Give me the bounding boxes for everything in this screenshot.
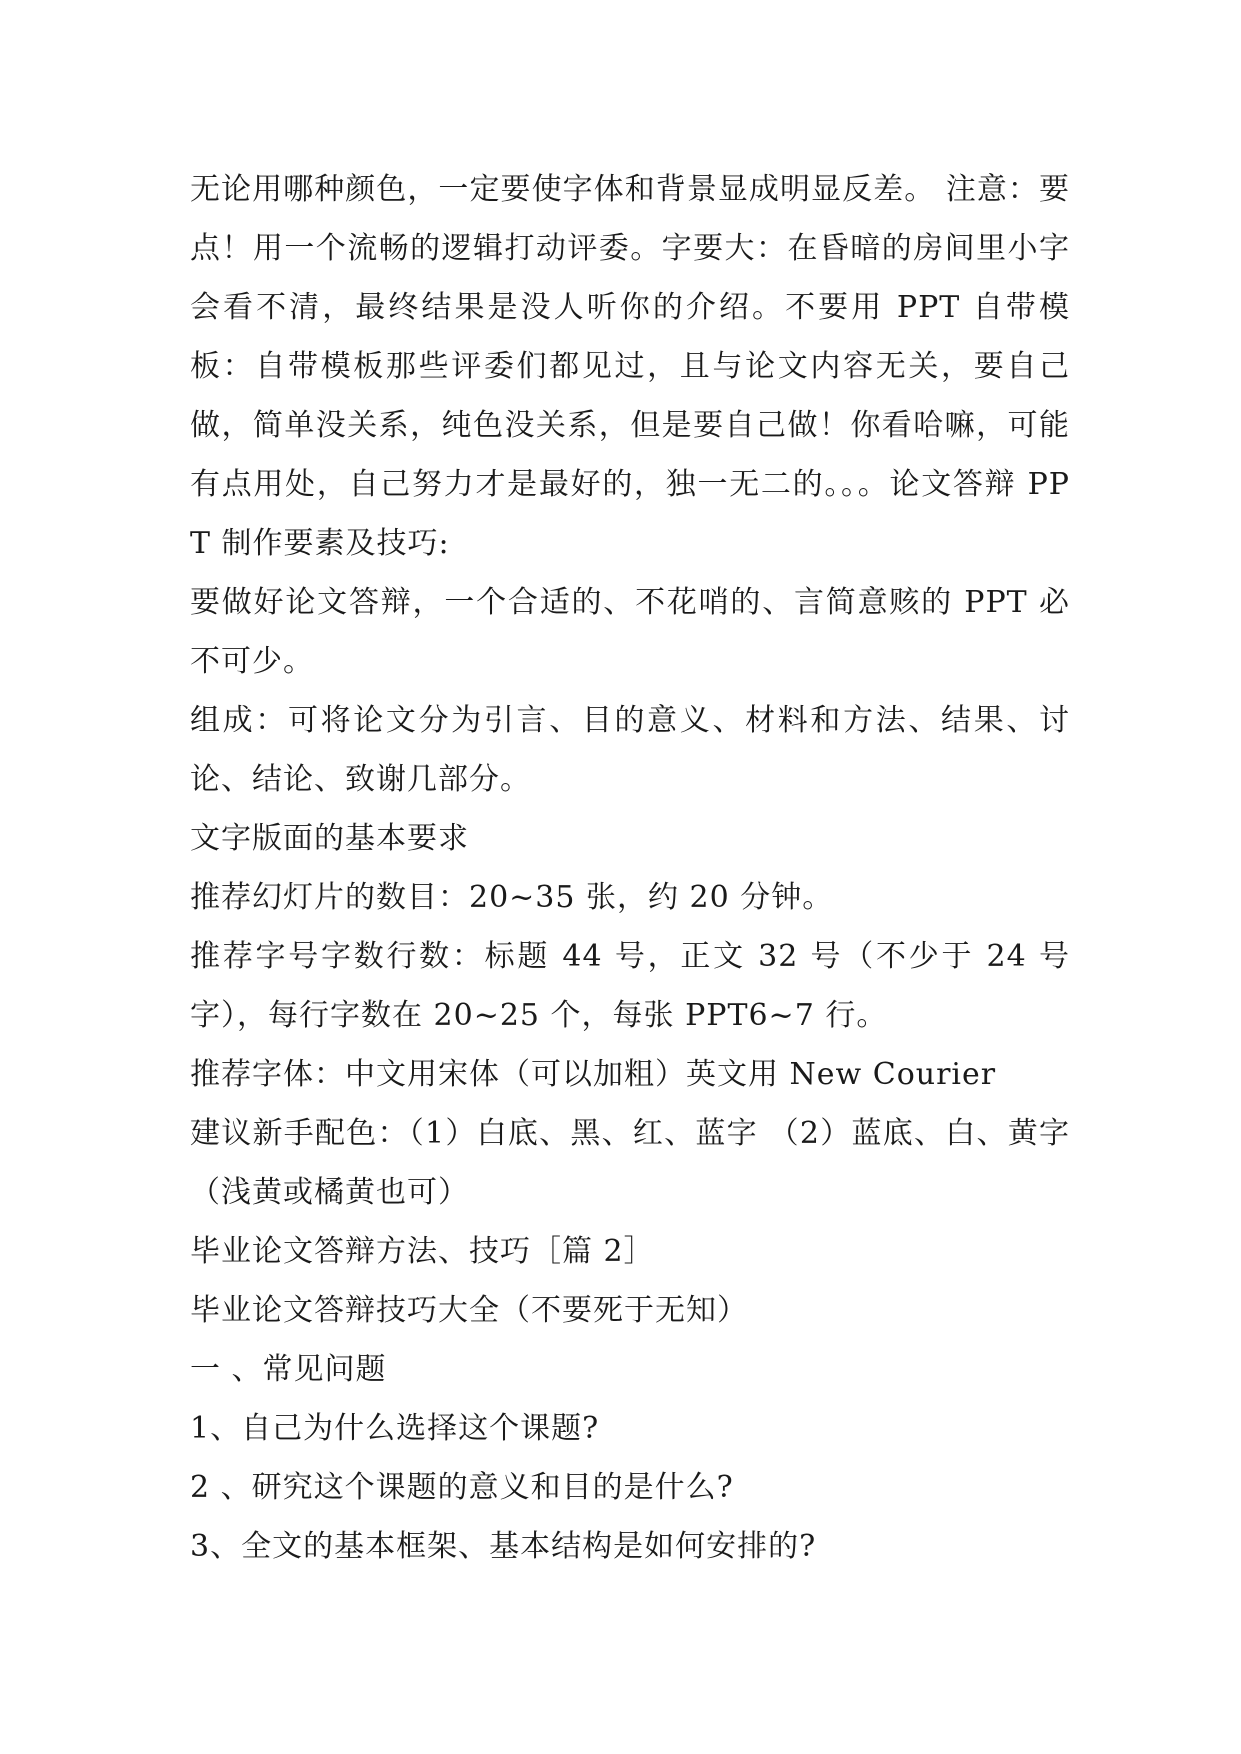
paragraph-color-scheme: 建议新手配色：（1）白底、黑、红、蓝字 （2）蓝底、白、黄字（浅黄或橘黄也可） (190, 1116, 1070, 1210)
paragraph-ppt-necessity: 要做好论文答辩，一个合适的、不花哨的、言简意赅的 PPT 必不可少。 (190, 585, 1070, 679)
question-item-1: 1、自己为什么选择这个课题? (190, 1411, 600, 1446)
paragraph-font-family: 推荐字体：中文用宋体（可以加粗）英文用 New Courier (190, 1057, 997, 1092)
heading-common-questions: 一 、常见问题 (190, 1352, 387, 1387)
paragraph-slide-count: 推荐幻灯片的数目：20~35 张，约 20 分钟。 (190, 880, 834, 915)
paragraph-ppt-design-tips: 无论用哪种颜色，一定要使字体和背景显成明显反差。 注意：要点！用一个流畅的逻辑打动评委。字要大：在昏暗的房间里小字会看不清，最终结果是没人听你的介绍。不要用 PPT 自带模板：自带模板那些评委们都见过，且与论文内容无关，要自己做，简单没关系，纯色没关系，但是要自己做！你看哈嘛，可能有点用处，自己努力才是最好的，独一无二的。。。论文答辩 PPT 制作要素及技巧: (190, 172, 1070, 561)
paragraph-composition: 组成：可将论文分为引言、目的意义、材料和方法、结果、讨论、结论、致谢几部分。 (190, 703, 1070, 797)
question-item-2: 2 、研究这个课题的意义和目的是什么? (190, 1470, 734, 1505)
document-body (190, 160, 1070, 1576)
question-item-3: 3、全文的基本框架、基本结构是如何安排的? (190, 1529, 817, 1564)
heading-tips-collection: 毕业论文答辩技巧大全（不要死于无知） (190, 1293, 748, 1328)
heading-layout-requirements: 文字版面的基本要求 (190, 821, 469, 856)
paragraph-font-size: 推荐字号字数行数：标题 44 号，正文 32 号（不少于 24 号字），每行字数在 20~25 个，每张 PPT6~7 行。 (190, 939, 1070, 1033)
heading-section-2: 毕业论文答辩方法、技巧［篇 2］ (190, 1234, 655, 1269)
